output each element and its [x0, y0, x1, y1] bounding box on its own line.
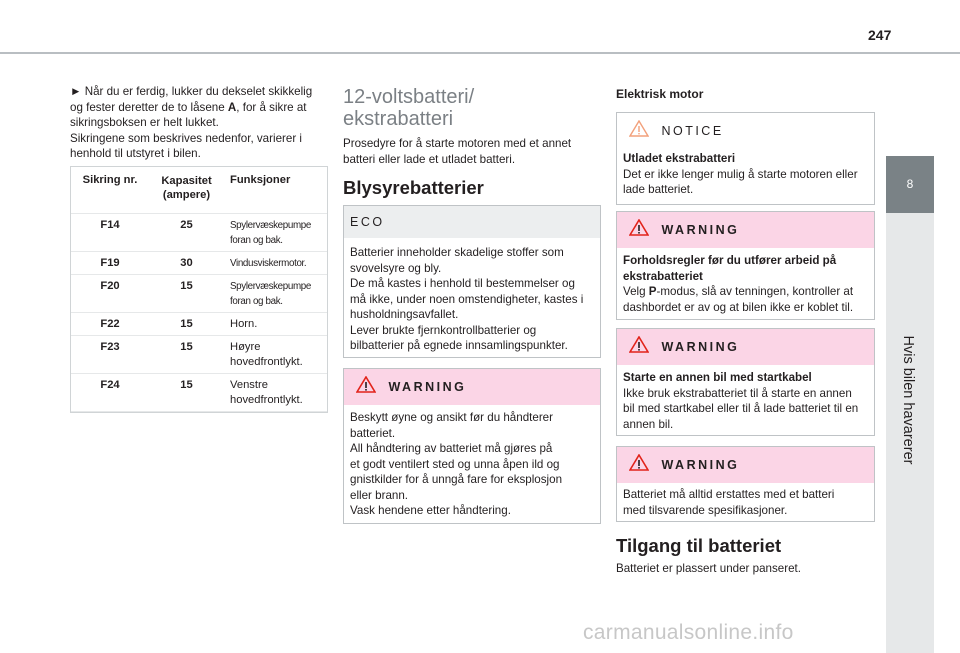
warning-box-jumpstart — [616, 328, 875, 436]
chapter-tab[interactable]: 8 — [886, 156, 934, 213]
header-sikring: Sikring nr. — [71, 167, 149, 213]
warning-label: WARNING — [661, 340, 740, 354]
text-line: batteri eller lade et utladet batteri. — [343, 152, 516, 166]
function-line: Venstre — [230, 378, 268, 391]
cell-amperage: 15 — [149, 335, 224, 373]
warning-body — [617, 248, 874, 315]
warning-box-replace — [616, 446, 875, 522]
notice-box — [616, 112, 875, 205]
warning-box-handling — [343, 368, 601, 524]
cell-function — [224, 251, 327, 274]
warning-body — [344, 405, 600, 519]
section-title — [343, 86, 474, 130]
warning-label: WARNING — [388, 380, 467, 394]
cell-fuse-number: F14 — [71, 213, 149, 251]
text-span: og fester deretter de to låsene — [70, 100, 228, 114]
text-line — [70, 100, 330, 116]
text-span: , for å sikre at — [236, 100, 307, 114]
function-line: hovedfrontlykt. — [230, 393, 303, 406]
text-line: ekstrabatteriet — [623, 269, 703, 283]
warning-label: WARNING — [661, 223, 740, 237]
table-row — [71, 251, 327, 274]
warning-triangle-icon — [629, 336, 649, 358]
cell-function — [224, 274, 327, 312]
text-line: Forholdsregler før du utfører arbeid på — [623, 254, 837, 267]
function-line: Vindusviskermotor. — [230, 257, 307, 269]
text-span: -modus, slå av tenningen, kontroller at — [656, 285, 854, 298]
function-line: foran og bak. — [230, 234, 283, 246]
page-number: 247 — [868, 27, 892, 43]
cell-fuse-number: F20 — [71, 274, 149, 312]
cell-amperage: 15 — [149, 312, 224, 335]
table-row — [71, 312, 327, 335]
table-header-row — [71, 167, 327, 213]
warning-triangle-icon — [629, 219, 649, 241]
heading-battery-access: Tilgang til batteriet — [616, 535, 782, 556]
watermark-logo: carmanualsonline.info — [583, 621, 794, 644]
battery-access-text: Batteriet er plassert under panseret. — [616, 562, 801, 575]
text-line: Lever brukte fjernkontrollbatterier og — [350, 323, 537, 337]
table-row — [71, 335, 327, 373]
warning-triangle-icon — [629, 454, 649, 476]
function-line: Horn. — [230, 317, 258, 330]
cell-amperage: 15 — [149, 373, 224, 411]
eco-body — [344, 238, 600, 354]
header-kapasitet — [149, 167, 224, 213]
cell-function — [224, 213, 327, 251]
mode-label: P — [648, 285, 657, 298]
warning-header — [617, 447, 874, 483]
eco-header — [344, 206, 600, 238]
chapter-title: Hvis bilen havarerer — [900, 335, 916, 465]
text-line: svovelsyre og bly. — [350, 261, 442, 275]
text-line: annen bil. — [623, 417, 674, 431]
text-line: Det er ikke lenger mulig å starte motoren eller — [623, 167, 858, 181]
text-line: Sikringene som beskrives nedenfor, varierer i — [70, 131, 302, 145]
fuse-intro — [70, 84, 330, 162]
text-line: et godt ventilert sted og unna åpen ild og — [350, 457, 560, 471]
text-line: Prosedyre for å starte motoren med et annet — [343, 137, 572, 150]
table-row — [71, 274, 327, 312]
function-line: foran og bak. — [230, 295, 283, 307]
text-line: dashbordet er av og at bilen ikke er koblet til. — [623, 300, 854, 314]
text-line: lade batteriet. — [623, 183, 694, 196]
text-line: gnistkilder for å unngå fare for eksplosjon — [350, 473, 563, 486]
table-row — [71, 373, 327, 411]
cell-fuse-number: F23 — [71, 335, 149, 373]
eco-box — [343, 205, 601, 358]
cell-fuse-number: F22 — [71, 312, 149, 335]
function-line: Spylervæskepumpe — [230, 219, 311, 231]
text-line: eller brann. — [350, 488, 409, 502]
text-line: må ikke, under noen omstendigheter, kastes i — [350, 292, 584, 306]
warning-header — [344, 369, 600, 405]
text-line: husholdningsavfallet. — [350, 308, 459, 321]
cell-function — [224, 312, 327, 335]
notice-triangle-icon — [629, 120, 649, 142]
cell-function — [224, 335, 327, 373]
table-row — [71, 213, 327, 251]
text-line: bilbatterier på egnede innsamlingspunkter. — [350, 339, 568, 352]
function-line: hovedfrontlykt. — [230, 355, 303, 368]
text-line — [623, 284, 868, 300]
cell-function — [224, 373, 327, 411]
text-line: Batteriet må alltid erstattes med et batteri — [623, 488, 835, 501]
text-line: sikringsboksen er helt lukket. — [70, 116, 219, 129]
text-line: Ikke bruk ekstrabatteriet til å starte en annen — [623, 386, 852, 400]
title-line: ekstrabatteri — [343, 108, 454, 130]
text-line: Vask hendene etter håndtering. — [350, 504, 511, 517]
text-line: ► Når du er ferdig, lukker du dekselet skikkelig — [70, 85, 313, 98]
cell-amperage: 30 — [149, 251, 224, 274]
warning-box-precautions — [616, 211, 875, 320]
cell-fuse-number: F19 — [71, 251, 149, 274]
fuse-table — [70, 166, 328, 413]
text-line: Utladet ekstrabatteri — [623, 152, 736, 165]
lock-label: A — [227, 100, 237, 114]
header-line: Kapasitet — [161, 175, 212, 187]
warning-label: WARNING — [661, 458, 740, 472]
text-line: Starte en annen bil med startkabel — [623, 371, 812, 384]
warning-header — [617, 212, 874, 248]
text-line: All håndtering av batteriet må gjøres på — [350, 442, 553, 455]
notice-header — [617, 113, 874, 149]
text-line: med tilsvarende spesifikasjoner. — [623, 503, 788, 517]
cell-fuse-number: F24 — [71, 373, 149, 411]
text-line: Batterier inneholder skadelige stoffer som — [350, 246, 564, 259]
notice-body — [617, 149, 874, 198]
battery-intro — [343, 136, 603, 167]
eco-label: ECO — [350, 215, 385, 229]
header-line: (ampere) — [162, 189, 211, 201]
warning-body — [617, 365, 874, 432]
heading-electric-motor: Elektrisk motor — [616, 87, 704, 101]
header-divider — [0, 52, 960, 54]
text-span: Velg — [623, 285, 649, 298]
heading-lead-acid: Blysyrebatterier — [343, 177, 484, 198]
title-line: 12-voltsbatteri/ — [343, 86, 475, 108]
cell-amperage: 25 — [149, 213, 224, 251]
cell-amperage: 15 — [149, 274, 224, 312]
function-line: Spylervæskepumpe — [230, 280, 311, 292]
header-funksjoner: Funksjoner — [224, 167, 327, 213]
text-line: De må kastes i henhold til bestemmelser og — [350, 277, 575, 290]
function-line: Høyre — [230, 340, 261, 353]
notice-label: NOTICE — [661, 124, 724, 138]
text-line: batteriet. — [350, 426, 396, 440]
text-line: Beskytt øyne og ansikt før du håndterer — [350, 411, 553, 424]
warning-body — [617, 483, 874, 518]
warning-triangle-icon — [356, 376, 376, 398]
text-line: bil med startkabel eller til å lade batteriet til en — [623, 402, 859, 415]
text-line: henhold til utstyret i bilen. — [70, 147, 201, 160]
warning-header — [617, 329, 874, 365]
